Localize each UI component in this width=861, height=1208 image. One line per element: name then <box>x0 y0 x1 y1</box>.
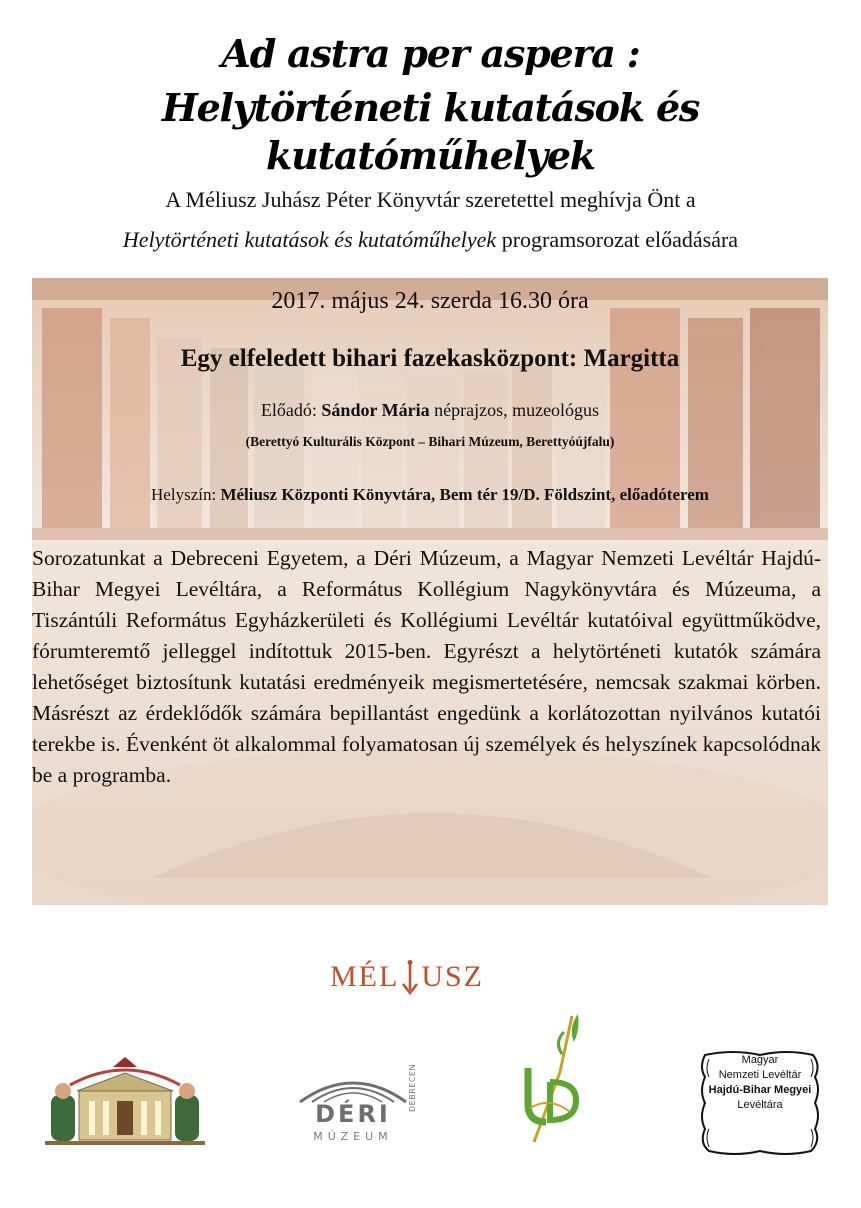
invitation-line-1: A Méliusz Juhász Péter Könyvtár szeretettel meghívja Önt a <box>165 187 696 212</box>
presenter-institution: (Berettyó Kulturális Központ – Bihari Múzeum, Berettyóújfalu) <box>245 434 615 449</box>
venue-label: Helyszín: <box>151 485 221 504</box>
event-title: Egy elfeledett bihari fazekasközpont: Margitta <box>180 345 680 372</box>
leveltar-line: Hajdú-Bihar Megyei <box>708 1084 812 1096</box>
down-arrow-icon <box>399 960 421 996</box>
deri-museum-name: DÉRI <box>315 1100 391 1128</box>
deri-museum-city: DEBRECEN <box>408 1064 417 1112</box>
venue <box>32 483 828 507</box>
leveltar-text <box>707 1053 813 1113</box>
title-line-1: Ad astra per aspera : <box>221 31 640 76</box>
meliusz-logo <box>330 960 530 998</box>
presenter-label: Előadó: <box>260 400 322 420</box>
presenter <box>32 398 828 422</box>
university-logo <box>520 1012 590 1147</box>
reformed-college-logo <box>45 1045 205 1145</box>
deri-museum-subtitle: MÚZEUM <box>313 1130 393 1143</box>
invitation-line-2 <box>0 225 861 255</box>
venue-address: Méliusz Központi Könyvtára, Bem tér 19/D. Földszint, előadóterem <box>220 485 709 504</box>
presenter-role: néprajzos, muzeológus <box>429 400 600 420</box>
meliusz-logo-left: MÉL <box>330 960 400 993</box>
leveltar-line: Nemzeti Levéltár <box>718 1069 802 1081</box>
deri-museum-logo <box>290 1064 440 1150</box>
title-line-2: Helytörténeti kutatások és kutatóműhelyek <box>161 85 700 178</box>
invitation-line-2-rest: programsorozat előadására <box>496 227 739 252</box>
meliusz-logo-right: USZ <box>421 960 485 993</box>
leveltar-line: Levéltára <box>737 1099 783 1111</box>
series-description: Sorozatunkat a Debreceni Egyetem, a Déri Múzeum, a Magyar Nemzeti Levéltár Hajdú-Bihar Megyei Levéltára, a Református Kollégium Nagykönyvtára és Múzeuma, a Tiszántúli Református Egyházkerületi és Kollégiumi Levéltár kutatóival együttműködve, fórumteremtő jelleggel indítottuk 2015-ben. Egyrészt a helytörténeti kutatók számára lehetőséget biztosítunk kutatási eredményeik megismertetésére, nemcsak szakmai körben. Másrészt az érdeklődők számára bepillantást engedünk a korlátozottan nyilvános kutatói terekbe is. Évenként öt alkalommal folyamatosan új személyek és helyszínek kapcsolódnak be a programba. <box>32 546 821 787</box>
leveltar-line: Magyar <box>741 1054 779 1066</box>
leveltar-logo <box>695 1047 825 1159</box>
event-date: 2017. május 24. szerda 16.30 óra <box>271 288 589 314</box>
presenter-name: Sándor Mária <box>321 400 430 420</box>
series-name: Helytörténeti kutatások és kutatóműhelyek <box>122 227 497 252</box>
